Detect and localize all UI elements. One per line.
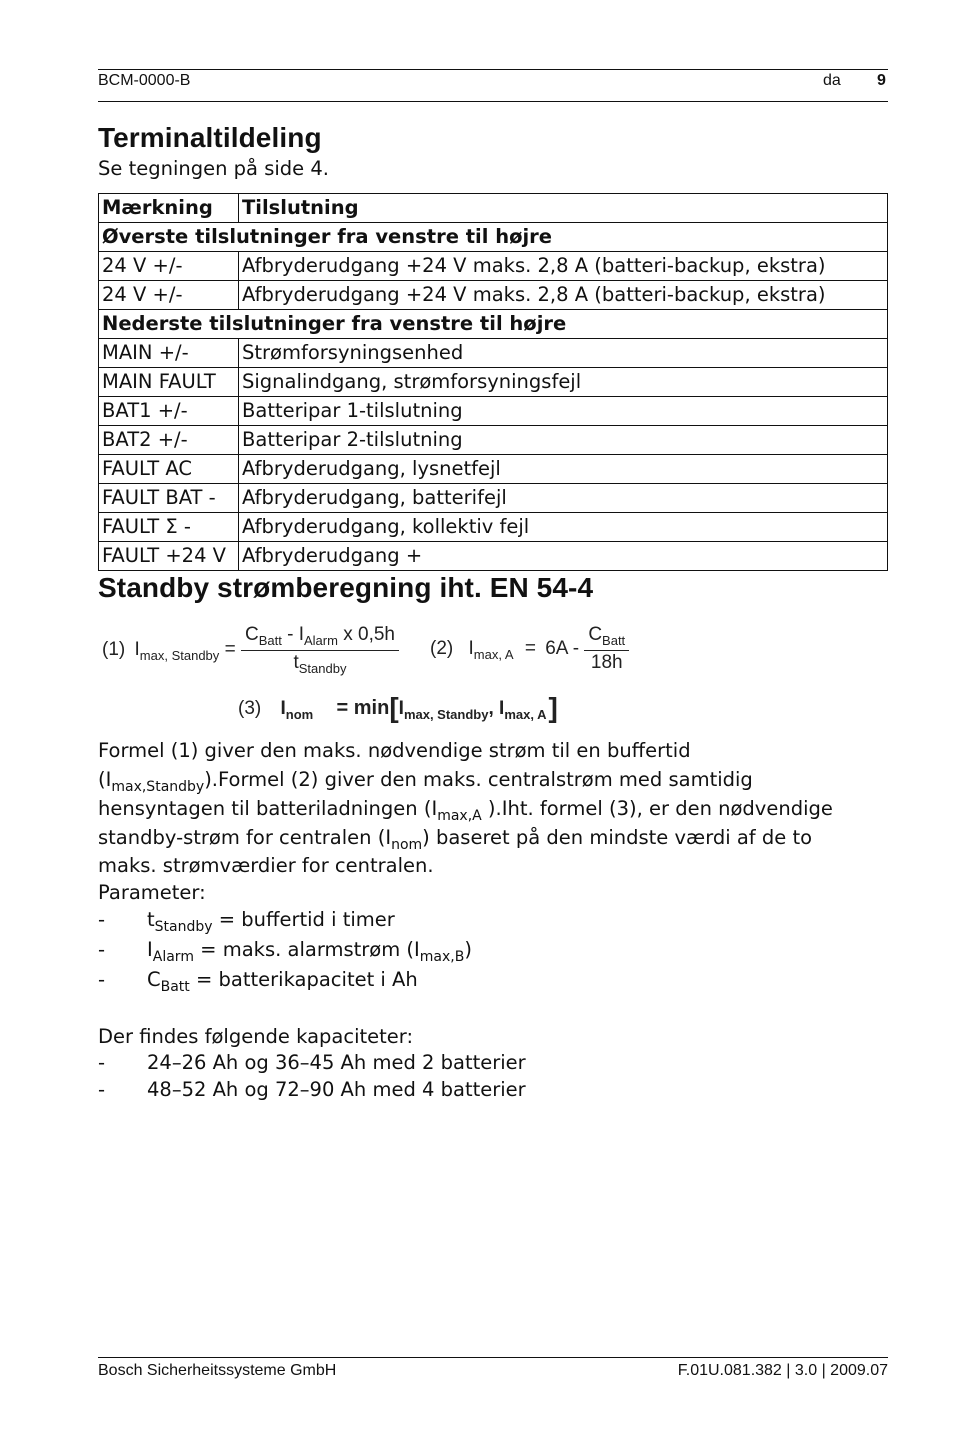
table-row <box>99 513 888 542</box>
capacities-intro: Der findes følgende kapaciteter: <box>98 1025 414 1048</box>
table-row <box>99 542 888 571</box>
list-item <box>98 935 798 965</box>
connection-cell: Strømforsyningsenhed <box>239 339 888 368</box>
formula-3-min: = min <box>336 697 390 719</box>
paragraph-text: maks. strømværdier for centralen. <box>98 854 434 877</box>
formula-1-den: t <box>293 651 299 673</box>
parameter-list <box>98 905 798 995</box>
formula-3-label: (3) <box>238 698 262 719</box>
table-row <box>99 397 888 426</box>
formula-3-lhs: I <box>280 698 286 719</box>
paragraph-text: (I <box>98 768 112 791</box>
footer-rule <box>98 1357 888 1358</box>
header-top-rule <box>98 69 888 70</box>
connection-cell: Afbryderudgang, kollektiv fejl <box>239 513 888 542</box>
list-dash: - <box>98 908 106 931</box>
marking-cell: FAULT BAT - <box>99 484 239 513</box>
capacity-text: 48–52 Ah og 72–90 Ah med 4 batterier <box>147 1078 526 1101</box>
formula-1-num-c: C <box>244 624 259 645</box>
param-subscript: Batt <box>160 978 190 995</box>
paragraph-subscript: max,A <box>437 807 482 824</box>
paragraph-text: Parameter: <box>98 881 206 904</box>
table-header-row <box>99 194 888 223</box>
list-dash: - <box>98 968 106 991</box>
formula-3-a-sub: max, Standby <box>403 706 489 722</box>
paragraph-text: ).Formel (2) giver den maks. centralstrøm med samtidig <box>204 768 753 791</box>
formula-2-num-sub: Batt <box>602 632 626 648</box>
formula-2-den: 18h <box>590 651 623 673</box>
paragraph-text: ) baseret på den mindste værdi af de to <box>422 826 813 849</box>
formula-2-label: (2) <box>430 637 454 659</box>
table-row <box>99 339 888 368</box>
formula-3-b: I <box>499 698 505 719</box>
paragraph-line <box>98 794 898 823</box>
formula-2-lhs-sub: max, A <box>473 646 514 662</box>
marking-cell: FAULT AC <box>99 455 239 484</box>
paragraph-text: ).Iht. formel (3), er den nødvendige <box>481 797 833 820</box>
param-symbol: I <box>147 938 153 961</box>
formula-1-num-c-sub: Batt <box>258 632 282 648</box>
table-section-row <box>99 310 888 339</box>
param-text: = batterikapacitet i Ah <box>189 968 418 991</box>
marking-cell: FAULT +24 V <box>99 542 239 571</box>
paragraph-subscript: nom <box>391 836 423 853</box>
table-row <box>99 484 888 513</box>
connection-cell: Afbryderudgang, batterifejl <box>239 484 888 513</box>
formula-1 <box>102 624 399 676</box>
formula-1-label: (1) <box>102 638 126 660</box>
table-row <box>99 368 888 397</box>
table-row <box>99 281 888 310</box>
footer-company: Bosch Sicherheitssysteme GmbH <box>98 1362 337 1379</box>
formula-2-rhs: 6A - <box>545 637 580 659</box>
connection-cell: Batteripar 2-tilslutning <box>239 426 888 455</box>
marking-cell: BAT2 +/- <box>99 426 239 455</box>
list-dash: - <box>98 1051 106 1074</box>
paragraph-line <box>98 823 898 852</box>
param-text: ) <box>464 938 472 961</box>
lower-connections-heading: Nederste tilslutninger fra venstre til højre <box>99 310 888 339</box>
table-row <box>99 252 888 281</box>
page-number: 9 <box>877 72 886 89</box>
table-row <box>99 455 888 484</box>
marking-cell: 24 V +/- <box>99 281 239 310</box>
doc-id: BCM-0000-B <box>98 72 191 89</box>
formula-2-lhs: I <box>468 637 474 659</box>
formula-3-comma: , <box>488 698 494 719</box>
list-item <box>98 905 798 935</box>
list-dash: - <box>98 938 106 961</box>
param-subscript: max,B <box>419 948 465 965</box>
marking-cell: MAIN +/- <box>99 339 239 368</box>
explanation-paragraph <box>98 736 898 906</box>
header-bottom-rule <box>98 101 888 102</box>
formula-3-b-sub: max, A <box>504 706 547 722</box>
connection-cell: Afbryderudgang, lysnetfejl <box>239 455 888 484</box>
paragraph-text: Formel (1) giver den maks. nødvendige strøm til en buffertid <box>98 739 691 762</box>
formula-2-num: C <box>588 624 603 645</box>
section-title-terminal: Terminaltildeling <box>98 122 322 153</box>
paragraph-text: hensyntagen til batteriladningen (I <box>98 797 438 820</box>
paragraph-line <box>98 765 898 794</box>
table-row <box>99 426 888 455</box>
param-subscript: Standby <box>154 918 213 935</box>
param-text: = maks. alarmstrøm (I <box>193 938 420 961</box>
paragraph-line <box>98 852 898 879</box>
column-header-marking: Mærkning <box>99 194 239 223</box>
formula-1-equals: = <box>224 638 236 660</box>
table-section-row <box>99 223 888 252</box>
paragraph-subscript: max,Standby <box>111 778 205 795</box>
formula-3-open-bracket: [ <box>389 692 399 723</box>
marking-cell: MAIN FAULT <box>99 368 239 397</box>
formula-1-num-rest: x 0,5h <box>337 624 395 645</box>
footer-reference: F.01U.081.382 | 3.0 | 2009.07 <box>677 1362 888 1379</box>
terminal-table <box>98 193 888 571</box>
paragraph-text: standby-strøm for centralen (I <box>98 826 392 849</box>
param-subscript: Alarm <box>152 948 194 965</box>
param-symbol: t <box>147 908 155 931</box>
marking-cell: FAULT Σ - <box>99 513 239 542</box>
list-item <box>98 965 798 995</box>
capacities-list <box>98 1048 798 1102</box>
section-title-standby: Standby strømberegning iht. EN 54-4 <box>98 572 594 603</box>
language-code: da <box>823 72 841 89</box>
formula-1-lhs-sub: max, Standby <box>139 647 220 663</box>
formula-1-lhs: I <box>134 638 140 660</box>
formula-1-fraction <box>241 624 399 676</box>
marking-cell: 24 V +/- <box>99 252 239 281</box>
section-subtitle: Se tegningen på side 4. <box>98 157 329 180</box>
connection-cell: Afbryderudgang +24 V maks. 2,8 A (batteri-backup, ekstra) <box>239 252 888 281</box>
capacity-text: 24–26 Ah og 36–45 Ah med 2 batterier <box>147 1051 526 1074</box>
connection-cell: Afbryderudgang +24 V maks. 2,8 A (batteri-backup, ekstra) <box>239 281 888 310</box>
param-symbol: C <box>147 968 161 991</box>
parameter-heading <box>98 879 898 906</box>
list-item <box>98 1048 798 1075</box>
list-item <box>98 1075 798 1102</box>
formula-3-close-bracket: ] <box>548 692 558 723</box>
connection-cell: Batteripar 1-tilslutning <box>239 397 888 426</box>
column-header-connection: Tilslutning <box>239 194 888 223</box>
formula-1-num-i-sub: Alarm <box>304 632 338 648</box>
param-text: = buffertid i timer <box>212 908 395 931</box>
formula-2-equals: = <box>524 637 536 659</box>
formula-2 <box>430 624 629 674</box>
connection-cell: Signalindgang, strømforsyningsfejl <box>239 368 888 397</box>
paragraph-line <box>98 736 898 765</box>
formula-3 <box>238 692 558 724</box>
marking-cell: BAT1 +/- <box>99 397 239 426</box>
formula-3-lhs-sub: nom <box>285 706 314 722</box>
formula-1-num-i: I <box>298 624 304 645</box>
list-dash: - <box>98 1078 106 1101</box>
formula-2-fraction <box>584 624 629 674</box>
formula-1-den-sub: Standby <box>298 660 347 676</box>
connection-cell: Afbryderudgang + <box>239 542 888 571</box>
formula-1-num-minus: - <box>281 624 299 645</box>
upper-connections-heading: Øverste tilslutninger fra venstre til højre <box>99 223 888 252</box>
formula-3-a: I <box>398 698 404 719</box>
